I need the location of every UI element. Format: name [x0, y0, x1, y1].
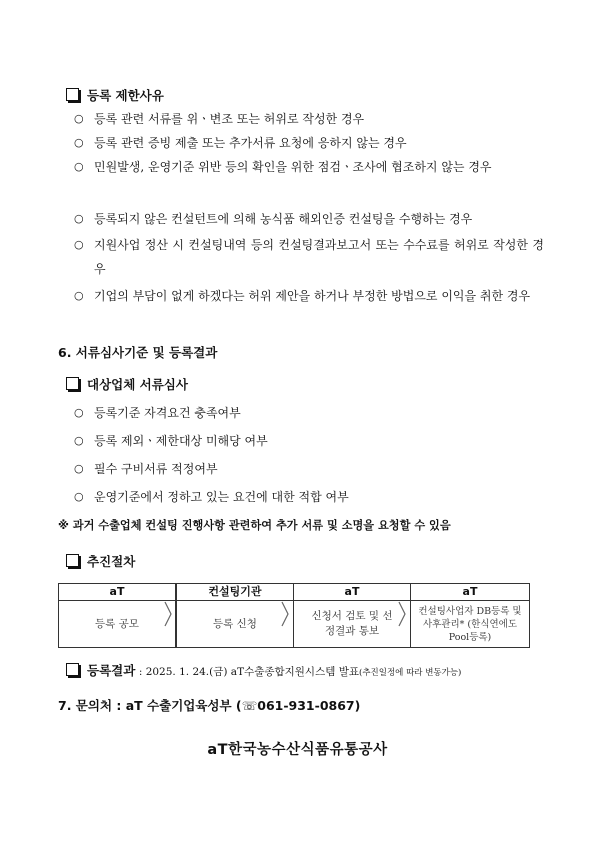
result-note: (추진일정에 따라 변동가능)	[359, 668, 462, 678]
checkbox-square-icon	[66, 554, 79, 567]
circle-bullet-icon: ○	[74, 238, 84, 251]
review-item: ○ 등록 제외ㆍ제한대상 미해당 여부	[74, 429, 544, 453]
result-label: 등록결과	[87, 663, 136, 678]
checkbox-square-icon	[66, 377, 79, 390]
note-text: ※ 과거 수출업체 컨설팅 진행사항 관련하여 추가 서류 및 소명을 요청할 수 있음	[58, 519, 451, 532]
restriction-item: ○ 등록되지 않은 컨설턴트에 의해 농식품 해외인증 컨설팅을 수행하는 경우	[74, 207, 544, 231]
process-step-org: aT	[294, 584, 410, 601]
process-step-desc: 신청서 검토 및 선정결과 통보	[311, 610, 393, 637]
process-step-desc: 등록 신청	[213, 617, 257, 630]
process-step-1	[58, 583, 176, 648]
result-text: : 2025. 1. 24.(금) aT수출종합지원시스템 발표	[138, 666, 359, 678]
restriction-item: ○ 등록 관련 서류를 위ㆍ변조 또는 허위로 작성한 경우	[74, 107, 544, 131]
arrow-right-icon	[397, 600, 407, 628]
arrow-right-icon	[280, 600, 290, 628]
contact-heading: 7. 문의처 : aT 수출기업육성부 (☏061-931-0867)	[58, 698, 361, 713]
result-line	[66, 661, 461, 679]
review-item: ○ 등록기준 자격요건 충족여부	[74, 401, 544, 425]
process-step-2	[176, 583, 294, 648]
circle-bullet-icon: ○	[74, 160, 84, 173]
process-step-org: 컨설팅기관	[177, 584, 293, 601]
section6-heading: 6. 서류심사기준 및 등록결과	[58, 345, 218, 360]
process-step-desc: 등록 공모	[95, 617, 139, 630]
restriction-section-title: 등록 제한사유	[66, 86, 164, 104]
circle-bullet-icon: ○	[74, 212, 84, 225]
restriction-item: ○ 민원발생, 운영기준 위반 등의 확인을 위한 점검ㆍ조사에 협조하지 않는 경우	[74, 155, 544, 179]
circle-bullet-icon: ○	[74, 434, 84, 447]
circle-bullet-icon: ○	[74, 406, 84, 419]
restriction-item: ○ 등록 관련 증빙 제출 또는 추가서류 요청에 응하지 않는 경우	[74, 131, 544, 155]
process-step-org: aT	[411, 584, 529, 601]
process-section-title: 추진절차	[66, 552, 135, 570]
restriction-item: ○ 지원사업 정산 시 컨설팅내역 등의 컨설팅결과보고서 또는 수수료를 허위로 작성한 경우	[74, 233, 544, 281]
circle-bullet-icon: ○	[74, 462, 84, 475]
circle-bullet-icon: ○	[74, 289, 84, 302]
process-step-3	[293, 583, 411, 648]
checkbox-square-icon	[66, 88, 79, 101]
restriction-item: ○ 기업의 부담이 없게 하겠다는 허위 제안을 하거나 부정한 방법으로 이익을 취한 경우	[74, 284, 544, 308]
review-item: ○ 운영기준에서 정하고 있는 요건에 대한 적합 여부	[74, 485, 544, 509]
organization-name: aT한국농수산식품유통공사	[207, 742, 388, 758]
process-step-4	[410, 583, 530, 648]
circle-bullet-icon: ○	[74, 490, 84, 503]
circle-bullet-icon: ○	[74, 112, 84, 125]
process-step-desc: 컨설팅사업자 DB등록 및 사후관리* (한식연에도 Pool등록)	[418, 605, 522, 643]
checkbox-square-icon	[66, 663, 79, 676]
circle-bullet-icon: ○	[74, 136, 84, 149]
review-section-title: 대상업체 서류심사	[66, 375, 188, 393]
arrow-right-icon	[163, 600, 173, 628]
process-step-org: aT	[59, 584, 175, 601]
review-item: ○ 필수 구비서류 적정여부	[74, 457, 544, 481]
